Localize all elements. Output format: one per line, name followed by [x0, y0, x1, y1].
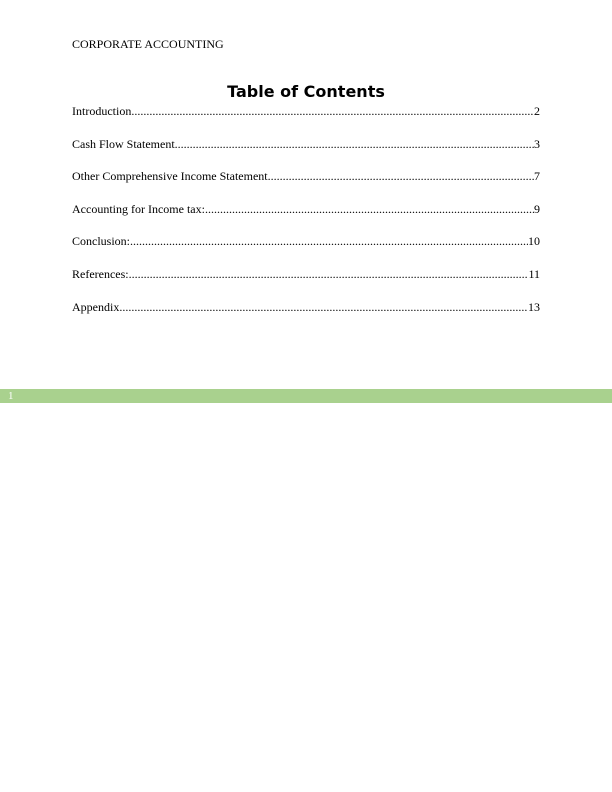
toc-entry-label: References: [72, 266, 129, 281]
toc-entry-introduction[interactable] [72, 104, 540, 137]
toc-entry-cash-flow-statement[interactable] [72, 137, 540, 170]
toc-title: Table of Contents [227, 82, 385, 101]
toc-entry-page: 11 [528, 266, 540, 281]
toc-dot-leader [131, 104, 534, 118]
toc-entry-label: Conclusion: [72, 234, 131, 249]
toc-entry-label: Cash Flow Statement [72, 136, 175, 151]
toc-entry-label: Appendix [72, 299, 120, 314]
toc-dot-leader [175, 137, 534, 151]
toc-dot-leader [130, 234, 528, 248]
toc-dot-leader [129, 267, 529, 281]
running-header: CORPORATE ACCOUNTING [72, 37, 224, 51]
toc-entry-page: 3 [534, 136, 540, 151]
toc-dot-leader [205, 202, 534, 216]
toc-entry-conclusion[interactable] [72, 234, 540, 267]
toc-entry-page: 9 [534, 201, 540, 216]
page-number: 1 [8, 390, 14, 402]
toc-entry-page: 13 [528, 299, 540, 314]
toc-dot-leader [268, 169, 534, 183]
table-of-contents [72, 104, 540, 332]
toc-entry-page: 10 [528, 234, 540, 249]
toc-entry-label: Other Comprehensive Income Statement [72, 169, 268, 184]
footer-band [0, 389, 612, 403]
toc-entry-page: 7 [534, 169, 540, 184]
toc-entry-other-comprehensive-income[interactable] [72, 169, 540, 202]
toc-entry-label: Accounting for Income tax: [72, 201, 205, 216]
toc-entry-appendix[interactable] [72, 300, 540, 333]
toc-entry-label: Introduction [72, 104, 132, 118]
toc-entry-references[interactable] [72, 267, 540, 300]
toc-entry-page: 2 [534, 104, 540, 118]
toc-entry-accounting-for-income-tax[interactable] [72, 202, 540, 235]
toc-dot-leader [119, 300, 528, 314]
